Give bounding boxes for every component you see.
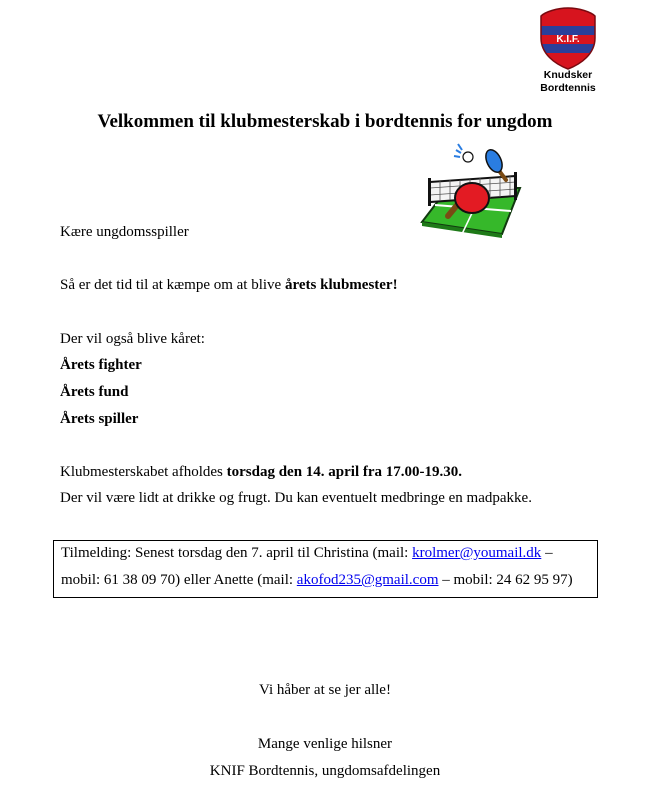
registration-text-4: – mobil: 24 62 95 97) xyxy=(438,572,573,588)
award-item: Årets fund xyxy=(60,384,129,400)
greeting: Kære ungdomsspiller xyxy=(60,224,189,240)
intro-text xyxy=(60,277,398,294)
registration-text-2: – xyxy=(541,545,553,561)
event-date: torsdag den 14. april fra 17.00-19.30. xyxy=(226,464,463,480)
logo-line2: Bordtennis xyxy=(540,82,596,94)
signature-text: KNIF Bordtennis, ungdomsafdelingen xyxy=(209,763,441,779)
table-tennis-clipart xyxy=(418,142,522,238)
closing-text: Vi håber at se jer alle! xyxy=(259,682,391,698)
intro-prefix: Så er det tid til at kæmpe om at blive xyxy=(60,277,285,293)
registration-text-1: Tilmelding: Senest torsdag den 7. april til Christina (mail: xyxy=(61,545,413,561)
email-link-anette[interactable]: akofod235@gmail.com xyxy=(296,572,439,588)
awards-intro: Der vil også blive kåret: xyxy=(60,331,205,347)
logo-line1: Knudsker xyxy=(543,69,593,81)
event-text xyxy=(60,464,462,481)
registration-box xyxy=(53,540,598,598)
logo-badge-text: K.I.F. xyxy=(556,34,580,45)
intro-highlight: årets klubmester! xyxy=(284,277,398,293)
award-item: Årets fighter xyxy=(60,357,142,373)
award-item: Årets spiller xyxy=(60,411,139,427)
table-tennis-clipart-icon xyxy=(418,142,522,238)
registration-text-3: mobil: 61 38 09 70) eller Anette (mail: xyxy=(61,572,297,588)
regards-text: Mange venlige hilsner xyxy=(257,736,393,752)
club-logo xyxy=(535,6,601,96)
email-link-christina[interactable]: krolmer@youmail.dk xyxy=(412,545,542,561)
shield-icon xyxy=(535,6,601,70)
refreshments-text: Der vil være lidt at drikke og frugt. Du kan eventuelt medbringe en madpakke. xyxy=(60,490,532,506)
event-prefix: Klubmesterskabet afholdes xyxy=(60,464,227,480)
page-title: Velkommen til klubmesterskab i bordtennis for ungdom xyxy=(97,111,553,132)
